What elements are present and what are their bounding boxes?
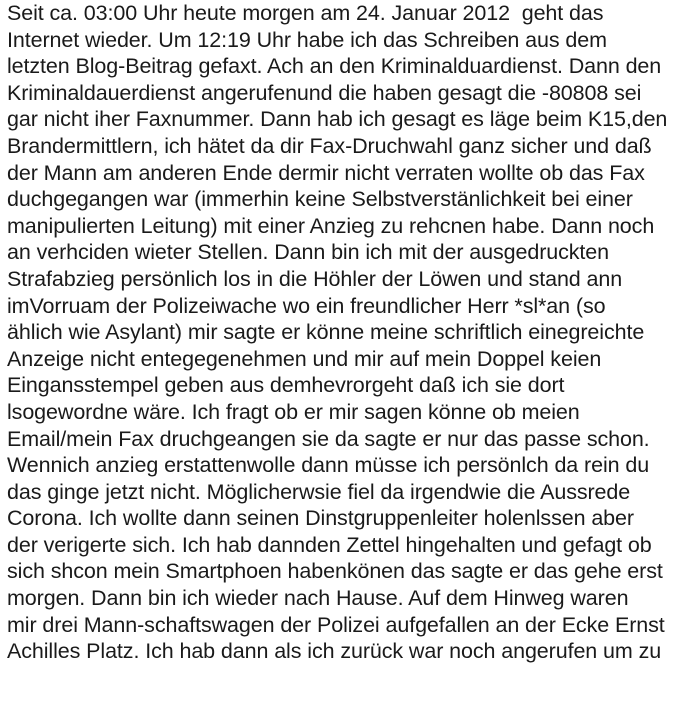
text-line-8: duchgegangen war (immerhin keine Selbstverstänlichkeit bei einer: [7, 187, 633, 212]
document-body: [7, 0, 679, 665]
text-line-21: der verigerte sich. Ich hab dannden Zettel hingehalten und gefagt ob: [7, 532, 652, 557]
text-line-15: Eingansstempel geben aus demhevrorgeht daß ich sie dort: [7, 373, 565, 398]
text-line-7: der Mann am anderen Ende dermir nicht verraten wollte ob das Fax: [7, 160, 645, 185]
text-line-2: Internet wieder. Um 12:19 Uhr habe ich das Schreiben aus dem: [7, 27, 607, 52]
text-line-24: mir drei Mann-schaftswagen der Polizei aufgefallen an der Ecke Ernst: [7, 612, 665, 637]
text-line-14: Anzeige nicht entegegenehmen und mir auf mein Doppel keien: [7, 346, 602, 371]
text-line-1: Seit ca. 03:00 Uhr heute morgen am 24. Januar 2012 geht das: [7, 1, 604, 25]
text-line-25: Achilles Platz. Ich hab dann als ich zurück war noch angerufen um zu: [7, 639, 662, 664]
text-line-23: morgen. Dann bin ich wieder nach Hause. Auf dem Hinweg waren: [7, 586, 629, 611]
text-line-10: an verhciden wieter Stellen. Dann bin ich mit der ausgedruckten: [7, 240, 610, 265]
text-line-13: ählich wie Asylant) mir sagte er könne meine schriftlich einegreichte: [7, 320, 645, 345]
text-line-22: sich shcon mein Smartphoen habenkönen das sagte er das gehe erst: [7, 559, 663, 584]
text-line-5: gar nicht iher Faxnummer. Dann hab ich gesagt es läge beim K15,den: [7, 107, 668, 132]
text-line-17: Email/mein Fax druchgeangen sie da sagte er nur das passe schon.: [7, 426, 650, 451]
text-line-3: letzten Blog-Beitrag gefaxt. Ach an den Kriminalduardienst. Dann den: [7, 54, 662, 79]
text-line-12: imVorruam der Polizeiwache wo ein freundlicher Herr *sl*an (so: [7, 293, 606, 318]
text-line-4: Kriminaldauerdienst angerufenund die haben gesagt die -80808 sei: [7, 80, 642, 105]
text-line-18: Wennich anzieg erstattenwolle dann müsse ich persönlch da rein du: [7, 453, 650, 478]
text-line-16: lsogewordne wäre. Ich fragt ob er mir sagen könne ob meien: [7, 399, 580, 424]
text-line-11: Strafabzieg persönlich los in die Höhler der Löwen und stand ann: [7, 266, 623, 291]
text-line-20: Corona. Ich wollte dann seinen Dinstgruppenleiter holenlssen aber: [7, 506, 634, 531]
text-line-19: das ginge jetzt nicht. Möglicherwsie fiel da irgendwie die Aussrede: [7, 479, 631, 504]
text-line-9: manipulierten Leitung) mit einer Anzieg zu rehcnen habe. Dann noch: [7, 213, 655, 238]
text-line-6: Brandermittlern, ich hätet da dir Fax-Druchwahl ganz sicher und daß: [7, 133, 652, 158]
